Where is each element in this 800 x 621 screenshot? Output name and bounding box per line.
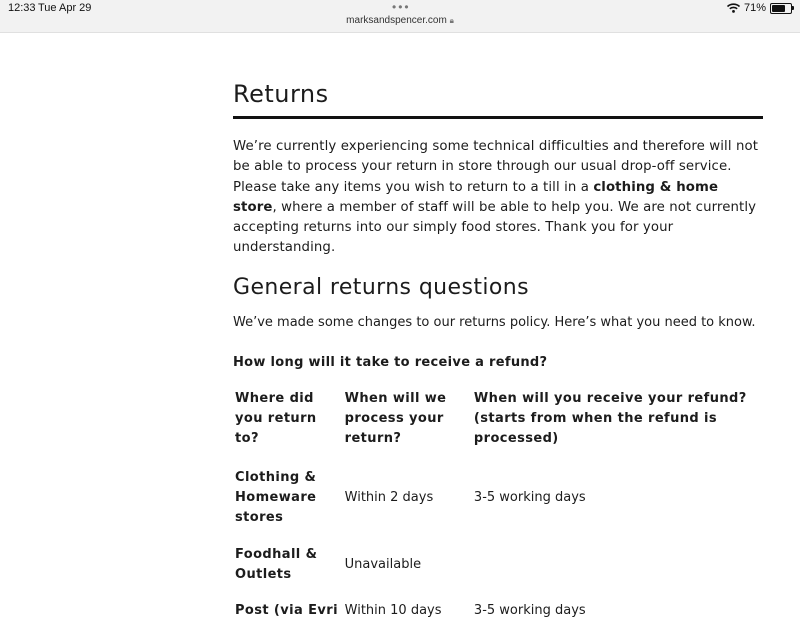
wifi-icon: [727, 3, 740, 13]
url-text: marksandspencer.com: [346, 15, 447, 26]
status-indicators: [727, 2, 792, 14]
notice-paragraph: [233, 137, 763, 259]
cell-location: Clothing & Homeware stores: [235, 469, 317, 526]
cell-location: Foodhall & Outlets: [235, 546, 318, 582]
col-header-refund: When will you receive your refund? (starts from when the refund is processed): [473, 390, 747, 447]
tab-menu-dots-icon[interactable]: •••: [392, 0, 411, 14]
col-header-process: When will we process your return?: [344, 390, 447, 447]
col-header-location: Where did you return to?: [235, 390, 317, 447]
cell-location: Post (via Evri: [235, 603, 338, 619]
main-content: [233, 78, 763, 621]
cell-refund: 3-5 working days: [473, 603, 586, 619]
cell-refund: 3-5 working days: [473, 489, 586, 505]
page-title: Returns: [233, 78, 763, 119]
cell-process: Unavailable: [344, 556, 422, 572]
status-bar: [0, 0, 800, 33]
table-row: [233, 529, 763, 586]
cell-process: Within 10 days: [344, 603, 442, 619]
notice-text-part1: We’re currently experiencing some technical difficulties and therefore will not be able to process your return in store through our usual drop-off service. Please take any items you wish to return to a till in a: [233, 139, 759, 195]
lock-icon: 🔒︎: [449, 16, 454, 25]
table-row: [233, 450, 763, 529]
notice-store-link[interactable]: clothing & home store: [233, 179, 719, 215]
battery-percent: 71%: [743, 2, 766, 14]
cell-process: Within 2 days: [344, 489, 434, 505]
section-heading: General returns questions: [233, 274, 529, 300]
faq-question: How long will it take to receive a refund?: [233, 354, 548, 370]
refund-table: [233, 389, 763, 621]
address-bar[interactable]: [0, 15, 800, 26]
battery-icon: [770, 3, 792, 14]
section-intro: We’ve made some changes to our returns policy. Here’s what you need to know.: [233, 314, 756, 330]
status-time: 12:33: [8, 2, 36, 14]
status-date: Tue Apr 29: [38, 2, 92, 14]
table-row: [233, 585, 763, 621]
cell-refund: [472, 529, 763, 586]
notice-text-part2: , where a member of staff will be able to help you. We are not currently accepting returns into our simply food stores. Thank you for your understanding.: [233, 199, 757, 256]
